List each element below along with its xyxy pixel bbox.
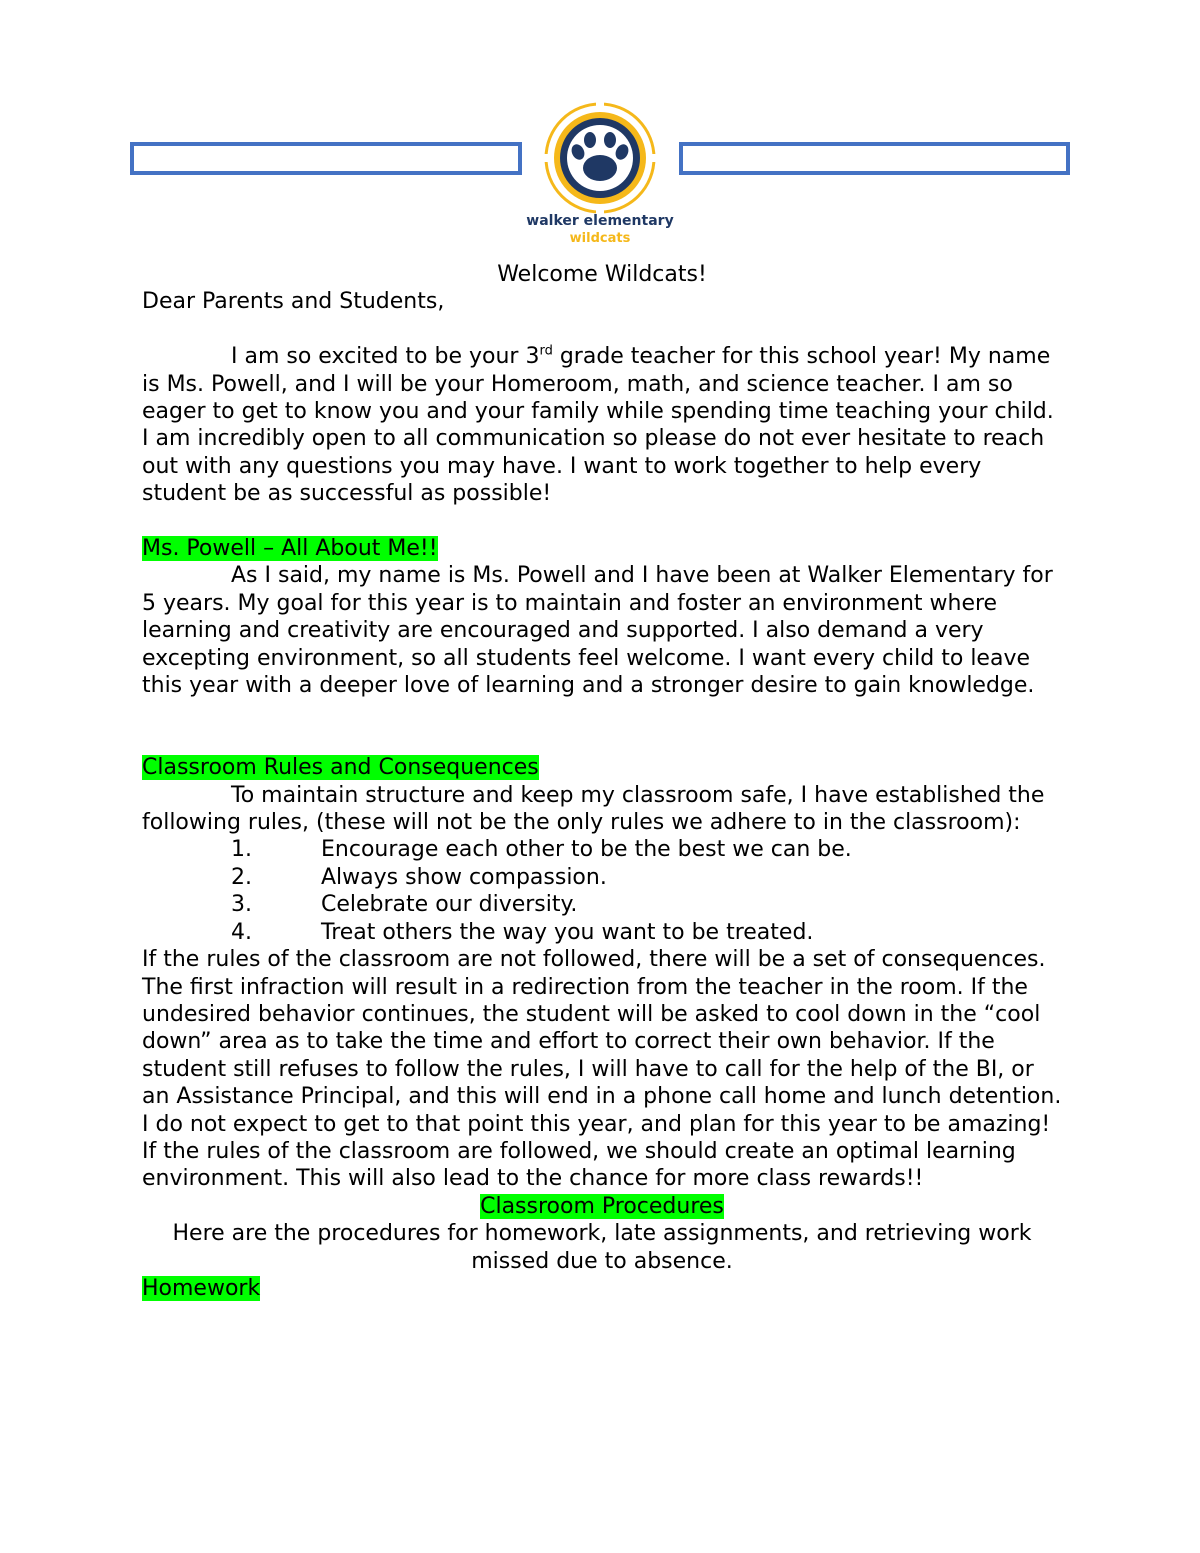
list-item: 3. Celebrate our diversity. — [231, 892, 578, 918]
rules-heading: Classroom Rules and Consequences — [142, 755, 539, 781]
about-paragraph: As I said, my name is Ms. Powell and I have been at Walker Elementary for 5 years. My goal for this year is to maintain and foster an environment where learning and creativity are encouraged and supported. I also demand a very excepting environment, so all students feel welcome. I want every child to leave this year with a deeper love of learning and a stronger desire to gain knowledge. — [142, 563, 1053, 699]
letter-body — [142, 261, 1062, 1302]
procedures-heading: Classroom Procedures — [480, 1193, 724, 1219]
paw-logo-icon — [544, 102, 656, 214]
list-item: 1. Encourage each other to be the best we can be. — [231, 837, 852, 863]
list-item: 2. Always show compassion. — [231, 864, 607, 890]
list-item: 4. Treat others the way you want to be treated. — [231, 919, 814, 945]
consequences-paragraph: If the rules of the classroom are not followed, there will be a set of consequences. The first infraction will result in a redirection from the teacher in the room. If the undesired behavior continues, the student will be asked to cool down in the “cool down” area as to take the time and effort to correct their own behavior. If the student still refuses to follow the rules, I will have to call for the help of the BI, or an Assistance Principal, and this will end in a phone call home and lunch detention. I do not expect to get to that point this year, and plan for this year to be amazing! If the rules of the classroom are followed, we should create an optimal learning environment. This will also lead to the chance for more class rewards!! — [142, 947, 1062, 1192]
school-mascot: wildcats — [569, 231, 631, 246]
page-title: Welcome Wildcats! — [497, 262, 707, 287]
intro-paragraph: I am so excited to be your 3rd grade teacher for this school year! My name is Ms. Powell, and I will be your Homeroom, math, and science teacher. I am so eager to get to know you and your family while spending time teaching your child. I am incredibly open to all communication so please do not ever hesitate to reach out with any questions you may have. I want to work together to help every student be as successful as possible! — [142, 343, 1054, 507]
about-heading: Ms. Powell – All About Me!! — [142, 536, 438, 562]
header-right-bar — [679, 142, 1070, 175]
homework-heading: Homework — [142, 1275, 261, 1301]
rules-list — [142, 836, 1062, 946]
procedures-intro: Here are the procedures for homework, late assignments, and retrieving work missed due to absence. — [172, 1221, 1032, 1274]
school-name: walker elementary — [526, 213, 674, 229]
header-left-bar — [130, 142, 522, 175]
rules-intro: To maintain structure and keep my classroom safe, I have established the following rules, (these will not be the only rules we adhere to in the classroom): — [142, 782, 1045, 836]
salutation: Dear Parents and Students, — [142, 289, 445, 315]
